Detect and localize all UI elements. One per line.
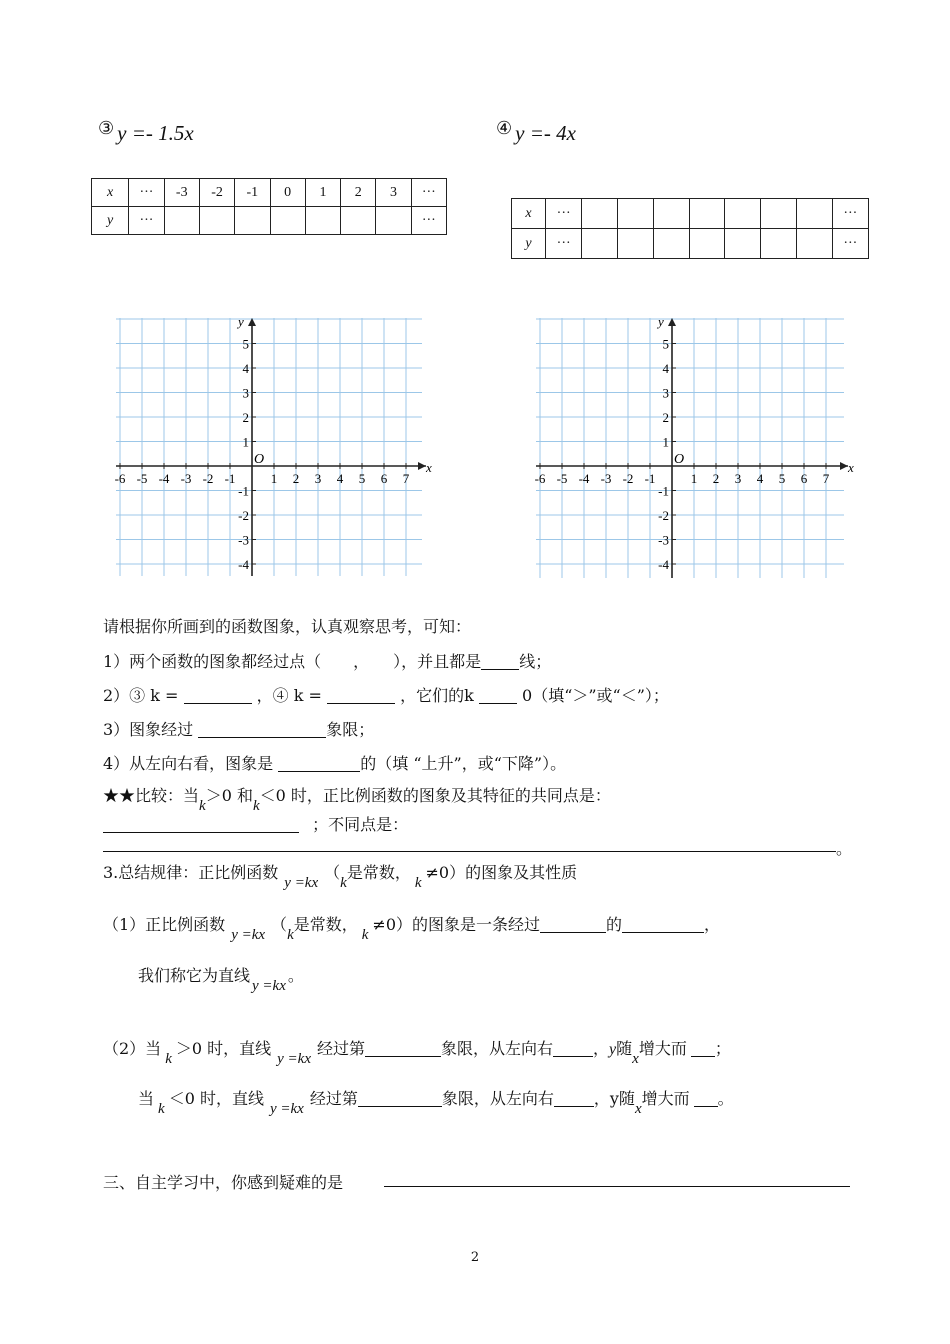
summary-title: 3.总结规律：正比例函数y =kx（k是常数，k≠0）的图象及其性质 [103,863,578,891]
summary-line-name: 我们称它为直线y =kx。 [138,966,304,994]
summary-point-1: （1）正比例函数y =kx（k是常数，k≠0）的图象是一条经过 的 ， [103,915,721,943]
function-3-marker: ③ [98,118,115,139]
table-cell-x [761,199,797,229]
blank-difficulties[interactable] [384,1186,850,1187]
table-cell-y: ··· [129,207,164,235]
table-cell-y[interactable] [796,229,832,259]
table-cell-x: 2 [341,179,376,207]
y-tick-label: 4 [242,361,249,376]
blank-direction-negative[interactable] [554,1090,594,1107]
y-tick-label: 1 [242,434,249,450]
table-header-x: x [92,179,129,207]
table-cell-y: ··· [832,229,868,259]
y-tick-label: -3 [238,532,249,548]
x-tick-label: 1 [270,471,278,486]
x-axis-arrow [418,462,426,470]
origin-label: O [254,452,265,467]
table-cell-x: ··· [411,179,446,207]
x-tick-label: -6 [534,471,546,486]
x-tick-label: 4 [756,471,764,486]
table-row-x [512,199,869,229]
y-tick-label: 2 [242,410,249,425]
x-tick-label: -5 [136,471,148,486]
y-tick-label: -4 [658,557,669,572]
y-tick-label: -1 [238,483,249,499]
table-cell-y[interactable] [199,207,234,235]
blank-trend[interactable] [278,755,360,772]
blank-k4[interactable] [327,687,395,704]
y-tick-label: -2 [658,508,669,523]
table-cell-x: 1 [305,179,340,207]
x-tick-label: 7 [822,471,830,486]
table-cell-y: ··· [546,229,582,259]
table-cell-x: -3 [164,179,199,207]
blank-quadrant-negative[interactable] [358,1090,442,1107]
x-tick-label: 2 [292,471,300,486]
x-tick-label: -2 [202,471,214,486]
summary-point-3: 当k＜0 时，直线y =kx经过第 象限，从左向右 ，y随x增大而 。 [138,1089,734,1117]
blank-passes-through[interactable] [540,916,606,933]
x-tick-label: 1 [690,471,698,486]
x-tick-label: -4 [158,471,170,486]
function-3-formula: y =- 1.5x [117,121,194,145]
y-tick-label: 2 [662,410,669,425]
y-axis-label: y [238,314,244,329]
x-tick-label: 2 [712,471,720,486]
table-cell-y[interactable] [305,207,340,235]
table-row-y [512,229,869,259]
table-cell-y[interactable] [582,229,618,259]
table-cell-x [689,199,725,229]
summary-point-2: （2）当k＞0 时，直线y =kx经过第 象限，从左向右 ，y随x增大而 ； [103,1039,731,1067]
table-cell-y[interactable] [725,229,761,259]
table-header-x: x [512,199,546,229]
question-3: 3）图象经过 象限； [103,720,375,739]
x-axis-label: x [426,460,432,475]
table-cell-y[interactable] [689,229,725,259]
x-tick-label: 7 [402,471,410,486]
question-1: 1）两个函数的图象都经过点（ ， ），并且都是 线； [103,652,552,671]
x-tick-label: -1 [224,471,236,486]
compare-statement: ★★比较：当k＞0 和k＜0 时，正比例函数的图象及其特征的共同点是： [103,786,611,814]
table-cell-x: ··· [832,199,868,229]
blank-direction-positive[interactable] [553,1040,593,1057]
y-tick-label: 5 [662,336,669,352]
table-cell-y[interactable] [376,207,411,235]
value-table-4 [511,198,869,259]
table-cell-y[interactable] [341,207,376,235]
x-tick-label: -6 [114,471,126,486]
table-cell-x: -1 [235,179,270,207]
table-cell-y[interactable] [235,207,270,235]
blank-quadrant-positive[interactable] [365,1040,441,1057]
table-header-y: y [512,229,546,259]
question-2: 2）③ k = ，④ k = ，它们的k 0（填“＞”或“＜”）； [103,686,669,705]
y-tick-label: 3 [662,385,669,401]
y-tick-label: 1 [662,434,669,450]
x-tick-label: -5 [556,471,568,486]
x-tick-label: 5 [358,471,366,486]
table-row-x [92,179,447,207]
table-cell-x [618,199,654,229]
table-cell-y[interactable] [618,229,654,259]
blank-shape[interactable] [622,916,704,933]
table-cell-y[interactable] [761,229,797,259]
x-tick-label: 5 [778,471,786,486]
compare-end-mark: 。 [836,839,853,858]
y-tick-label: 5 [242,336,249,352]
x-tick-label: 3 [314,471,322,486]
table-row-y [92,207,447,235]
function-3-header [98,118,194,146]
section-3-question: 三、自主学习中，你感到疑难的是 [103,1173,344,1192]
compare-answers: ；不同点是： [103,812,408,835]
function-4-marker: ④ [496,118,513,139]
y-tick-label: 3 [242,385,249,401]
y-tick-label: 4 [662,361,669,376]
table-cell-y[interactable] [270,207,305,235]
y-tick-label: -4 [238,557,249,572]
x-axis-arrow [840,462,848,470]
blank-k3[interactable] [184,687,252,704]
value-table-3 [91,178,447,235]
x-tick-label: -2 [622,471,634,486]
x-tick-label: -3 [600,471,612,486]
table-cell-y[interactable] [164,207,199,235]
table-cell-y[interactable] [653,229,689,259]
x-tick-label: 6 [800,471,808,486]
x-tick-label: 6 [380,471,388,486]
blank-k-compare[interactable] [479,687,517,704]
blank-quadrants[interactable] [198,721,326,738]
x-tick-label: -1 [644,471,656,486]
y-tick-label: -2 [238,508,249,523]
origin-label: O [674,452,685,467]
x-tick-label: 4 [336,471,344,486]
blank-line-type[interactable] [481,653,519,670]
blank-common-points[interactable] [103,816,299,833]
x-tick-label: 3 [734,471,742,486]
table-cell-x: 3 [376,179,411,207]
table-cell-x: ··· [546,199,582,229]
table-header-y: y [92,207,129,235]
table-cell-x [796,199,832,229]
y-tick-label: -1 [658,483,669,499]
coordinate-grid-4 [532,314,856,582]
table-cell-x: ··· [129,179,164,207]
coordinate-grid-3 [112,314,434,580]
blank-monotone-negative[interactable] [694,1090,718,1107]
table-cell-y: ··· [411,207,446,235]
blank-different-points[interactable] [103,851,836,852]
table-cell-x [582,199,618,229]
question-4: 4）从左向右看，图象是 的（填 “上升”，或“下降”）。 [103,754,567,773]
y-tick-label: -3 [658,532,669,548]
y-axis-label: y [658,314,664,329]
function-4-formula: y =- 4x [515,121,576,145]
table-cell-x: -2 [199,179,234,207]
table-cell-x [653,199,689,229]
function-4-header [496,118,576,146]
page-number: 2 [470,1250,480,1265]
table-cell-x [725,199,761,229]
x-tick-label: -3 [180,471,192,486]
blank-monotone-positive[interactable] [691,1040,715,1057]
questions-intro: 请根据你所画到的函数图象，认真观察思考，可知： [103,617,472,636]
x-tick-label: -4 [578,471,590,486]
x-axis-label: x [848,460,854,475]
table-cell-x: 0 [270,179,305,207]
